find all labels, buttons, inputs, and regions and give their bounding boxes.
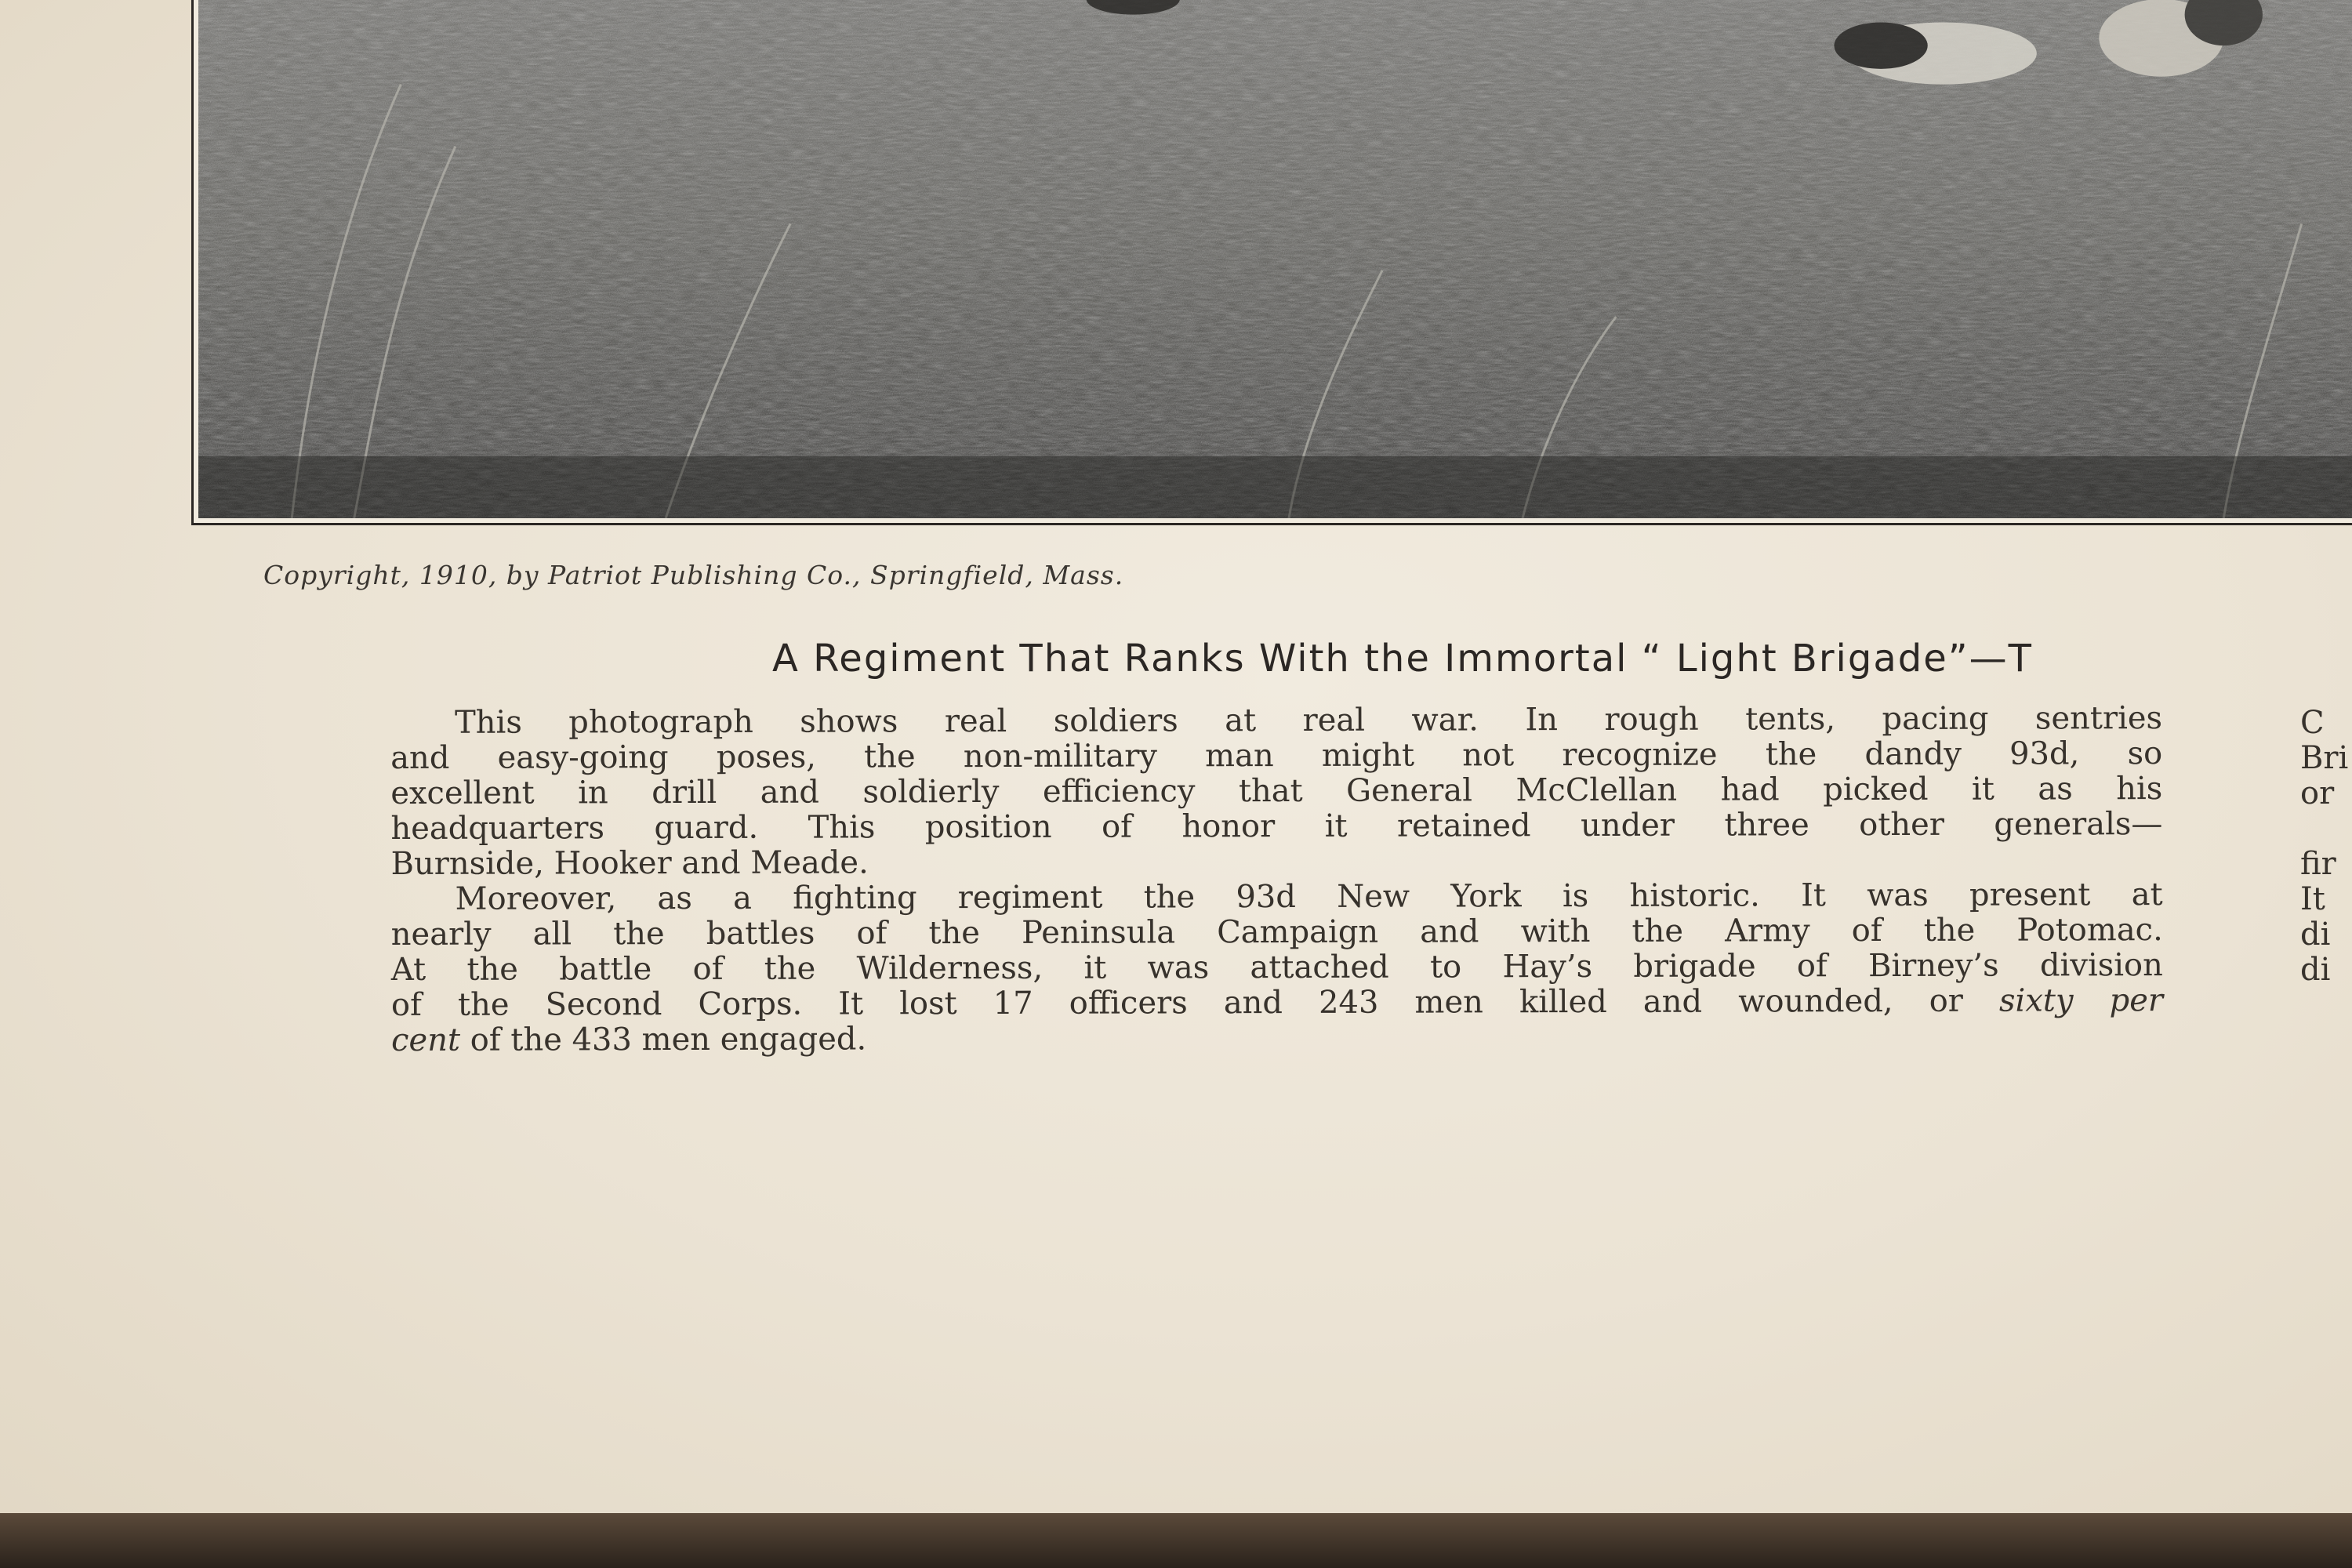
column-fragment: C xyxy=(2300,705,2325,741)
regiment-field-photograph xyxy=(198,0,2352,518)
paragraph-2-line: At the battle of the Wilderness, it was attached to Hay’s brigade of Birney’s division xyxy=(390,947,2163,988)
paragraph-2-text: of the 433 men engaged. xyxy=(459,1021,867,1058)
column-fragment: Bri xyxy=(2300,740,2349,776)
paragraph-1-line: This photograph shows real soldiers at real war. In rough tents, pacing sentries xyxy=(454,700,2163,741)
column-fragment xyxy=(2300,811,2352,847)
column-fragment: or xyxy=(2300,775,2335,811)
italic-emphasis: sixty per xyxy=(1998,982,2164,1019)
paragraph-2-line: Moreover, as a fighting regiment the 93d New York is historic. It was present at xyxy=(455,877,2163,917)
photo-copyright-caption: Copyright, 1910, by Patriot Publishing Co., Springfield, Mass. xyxy=(263,560,1124,590)
column-fragment: di xyxy=(2300,916,2331,953)
page-edge-shadow xyxy=(0,1513,2352,1568)
next-column-fragments xyxy=(2300,706,2352,988)
article-headline: A Regiment That Ranks With the Immortal “ Light Brigade”—T xyxy=(772,637,2033,681)
italic-emphasis: cent xyxy=(391,1022,461,1058)
paragraph-2-line xyxy=(391,1018,2163,1058)
paragraph-2-line: nearly all the battles of the Peninsula Campaign and with the Army of the Potomac. xyxy=(390,912,2163,953)
grass-field-image xyxy=(198,0,2352,518)
column-fragment: fir xyxy=(2300,846,2336,882)
paragraph-1-line: excellent in drill and soldierly efficiency that General McClellan had picked it as his xyxy=(390,771,2163,811)
paragraph-1-line: and easy-going poses, the non-military man might not recognize the dandy 93d, so xyxy=(390,735,2163,776)
paragraph-2-line xyxy=(391,983,2163,1023)
column-fragment: It xyxy=(2300,881,2325,917)
photograph-frame xyxy=(191,0,2352,525)
paragraph-1-line: Burnside, Hooker and Meade. xyxy=(390,844,869,882)
paragraph-1-line: headquarters guard. This position of honor it retained under three other generals— xyxy=(390,806,2163,847)
article-body xyxy=(390,701,2163,1058)
paragraph-2-text: of the Second Corps. It lost 17 officers and 243 men killed and wounded, or xyxy=(390,982,1963,1023)
column-fragment: di xyxy=(2300,952,2331,988)
